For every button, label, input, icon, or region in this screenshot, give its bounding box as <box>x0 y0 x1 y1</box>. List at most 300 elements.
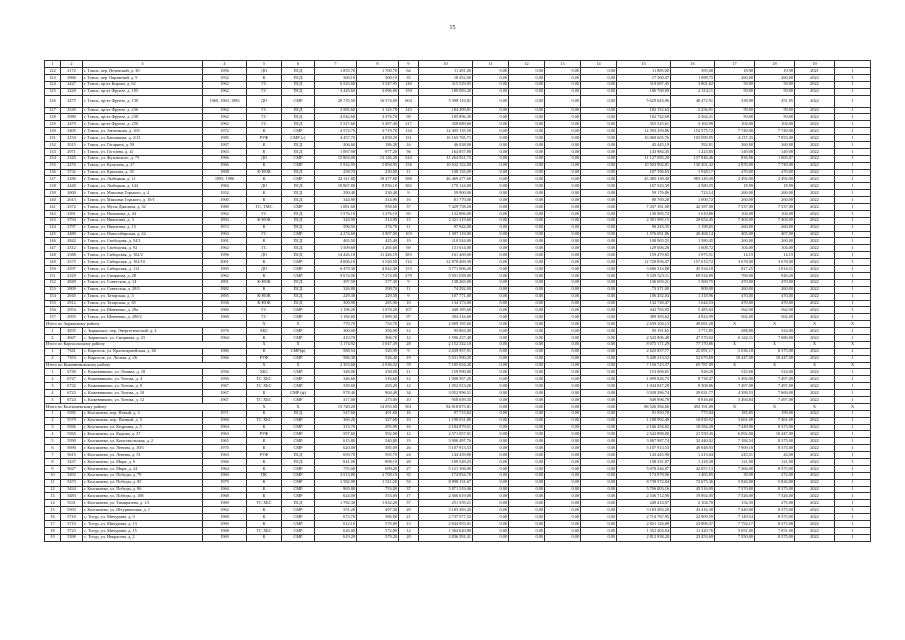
table-cell: 0,00 <box>509 224 545 231</box>
data-table-container <box>44 60 870 542</box>
column-header: 17 <box>715 61 755 68</box>
table-row <box>45 458 871 465</box>
table-cell: 1 008 567,20 <box>419 376 473 383</box>
table-cell: 103 <box>399 231 419 238</box>
table-cell: 560,10 <box>315 74 357 81</box>
table-cell: 153 <box>45 286 61 293</box>
table-cell: 0,00 <box>545 135 581 142</box>
table-cell: 125 <box>45 88 61 95</box>
table-row <box>45 148 871 155</box>
table-cell: 0,00 <box>545 465 581 472</box>
table-cell: СМР <box>282 334 315 341</box>
table-cell: 958 659,35 <box>419 396 473 403</box>
table-cell: Х <box>795 341 835 348</box>
table-cell: 2022 <box>795 410 835 417</box>
table-cell: 2 <box>45 417 61 424</box>
table-cell: 0,00 <box>509 445 545 452</box>
table-cell: 24 <box>399 321 419 328</box>
table-cell: СМР <box>282 162 315 169</box>
table-cell: 592,81 <box>671 142 715 149</box>
table-cell: 0,00 <box>509 479 545 486</box>
table-cell: 16 165 765,71 <box>419 135 473 142</box>
table-cell: 0,00 <box>473 121 509 128</box>
table-cell: 8 375,00 <box>755 445 795 452</box>
table-cell: 3 907,00 <box>357 231 399 238</box>
table-row <box>45 479 871 486</box>
table-cell: ПСД <box>282 300 315 307</box>
table-cell: 1952 <box>203 190 247 197</box>
table-cell: 2022 <box>795 417 835 424</box>
table-cell: 28 <box>399 458 419 465</box>
table-cell: СМР <box>282 431 315 438</box>
table-cell: 290,40 <box>315 190 357 197</box>
table-cell: 285,90 <box>357 300 399 307</box>
table-cell: 4835 <box>61 328 83 335</box>
table-cell: 0,00 <box>581 162 617 169</box>
table-row <box>45 169 871 176</box>
table-cell: 315 529,05 <box>419 81 473 88</box>
table-cell: 5566 <box>61 424 83 431</box>
table-cell: ДО <box>247 183 282 190</box>
table-cell: 15 <box>399 217 419 224</box>
column-header: 16 <box>671 61 715 68</box>
table-cell: 0,00 <box>545 169 581 176</box>
table-cell: 0,00 <box>581 68 617 75</box>
table-cell: 1 <box>835 458 871 465</box>
table-cell: 8 375,00 <box>755 438 795 445</box>
table-cell: 0,00 <box>473 438 509 445</box>
table-cell: ПСД <box>282 88 315 95</box>
table-cell: 1 <box>835 410 871 417</box>
table-cell: 3 771 006,20 <box>419 266 473 273</box>
table-cell: 588,54 <box>315 348 357 355</box>
table-cell: 57 <box>399 500 419 507</box>
table-cell: 12 <box>45 486 61 493</box>
subtotal-row <box>45 362 871 369</box>
table-cell: г. Томск, ул. Смирнова, д. 28 <box>83 272 203 279</box>
table-cell: 358 689,60 <box>419 121 473 128</box>
table-cell: 15 <box>45 507 61 514</box>
table-cell: 1 352 403,04 <box>617 527 671 534</box>
table-cell: 5 826,00 <box>715 479 755 486</box>
table-cell: 149,00 <box>755 148 795 155</box>
table-cell: 65 <box>399 210 419 217</box>
table-cell: 2420 <box>61 88 83 95</box>
table-cell: 8 738,47 <box>671 376 715 383</box>
table-cell: 174 954,70 <box>419 472 473 479</box>
table-cell: 2022 <box>795 369 835 376</box>
table-cell: 0,00 <box>473 514 509 521</box>
table-cell: 4 574,70 <box>315 128 357 135</box>
table-cell: 3732 <box>61 169 83 176</box>
table-cell: 1 065,07 <box>755 155 795 162</box>
table-cell: ПСД <box>282 217 315 224</box>
table-cell: 104,00 <box>715 245 755 252</box>
table-cell: 0,00 <box>581 190 617 197</box>
table-cell: 5 492,00 <box>715 376 755 383</box>
table-cell: 1 580,45 <box>671 238 715 245</box>
table-cell: 105 099,95 <box>671 135 715 142</box>
table-cell: 0,00 <box>581 507 617 514</box>
table-cell: г. Томск, ул. Максима Горького, д. 4 <box>83 190 203 197</box>
table-cell: 0,00 <box>581 169 617 176</box>
table-cell: 258,70 <box>315 169 357 176</box>
table-cell: 0,00 <box>581 279 617 286</box>
column-header: 19 <box>795 61 835 68</box>
table-cell: 0,00 <box>509 148 545 155</box>
table-cell: РУФ <box>247 452 282 459</box>
table-row <box>45 507 871 514</box>
table-cell: г. Колпашево, ул. Кирова, д. 37 <box>83 431 203 438</box>
table-cell: 97 715,62 <box>419 410 473 417</box>
table-cell: ХБС <box>247 328 282 335</box>
table-cell: 0,00 <box>581 210 617 217</box>
table-cell: ДО <box>247 95 282 107</box>
table-cell: 0,00 <box>509 155 545 162</box>
table-cell: 1 <box>835 383 871 390</box>
table-cell: 0,00 <box>581 293 617 300</box>
table-cell: 0,00 <box>545 369 581 376</box>
table-cell: 0,00 <box>473 334 509 341</box>
table-cell: 139 <box>45 190 61 197</box>
table-cell: 159 <box>399 88 419 95</box>
table-cell: 524,00 <box>755 369 795 376</box>
table-cell: с. Зырянское, пер. Энергетический, д. 4 <box>83 328 203 335</box>
table-cell: 0,00 <box>509 438 545 445</box>
table-cell: Х <box>715 341 755 348</box>
table-cell: 1 223,85 <box>671 148 715 155</box>
table-cell: 0,00 <box>509 162 545 169</box>
column-header: 11 <box>473 61 509 68</box>
table-cell: 18 452,00 <box>419 74 473 81</box>
table-cell: 7353 <box>61 355 83 362</box>
table-cell: 0,00 <box>545 514 581 521</box>
table-cell: 841,00 <box>315 458 357 465</box>
table-cell: 90 <box>399 114 419 121</box>
table-cell: 12 <box>399 328 419 335</box>
table-cell: 0,00 <box>545 479 581 486</box>
table-cell: 1 <box>835 314 871 321</box>
table-cell: 18 <box>45 527 61 534</box>
table-cell: 620,00 <box>315 445 357 452</box>
table-cell: 16 060 665,76 <box>617 135 671 142</box>
table-cell: г. Колпашево, ул. Кедровая, д. 5 <box>83 424 203 431</box>
table-cell: 4 058,20 <box>357 135 399 142</box>
table-cell: 5 531 990,20 <box>419 355 473 362</box>
table-cell: 16 <box>399 424 419 431</box>
table-cell: 0,00 <box>545 217 581 224</box>
table-cell: 12 <box>399 383 419 390</box>
table-cell: 8 375,00 <box>755 486 795 493</box>
table-cell: 3405 <box>61 128 83 135</box>
table-cell: 470,00 <box>715 293 755 300</box>
table-cell: 0,00 <box>473 293 509 300</box>
table-cell: 1964 <box>203 334 247 341</box>
table-cell: 1962 <box>203 107 247 114</box>
table-cell: 2022 <box>795 527 835 534</box>
table-cell: 2 737 577,52 <box>419 514 473 521</box>
table-cell: 0,00 <box>509 486 545 493</box>
table-cell: 59,00 <box>715 107 755 114</box>
table-cell: с. Тогур, ул. Мичурина, д. 9 <box>83 514 203 521</box>
table-cell: 4 399,53 <box>715 390 755 397</box>
table-cell: 949 896,78 <box>617 396 671 403</box>
table-cell: 275,00 <box>357 396 399 403</box>
table-cell: 0,00 <box>581 321 617 328</box>
table-cell: 624,00 <box>315 493 357 500</box>
table-cell: 1969 <box>203 500 247 507</box>
table-cell: 65 787,09 <box>671 362 715 369</box>
table-cell: 1 <box>835 534 871 541</box>
table-cell: 1 <box>835 286 871 293</box>
table-cell: 121,00 <box>755 458 795 465</box>
table-cell: 12 393 259,86 <box>617 128 671 135</box>
table-cell: 383 <box>399 252 419 259</box>
table-cell: 470,00 <box>755 279 795 286</box>
table-cell: 0,00 <box>581 417 617 424</box>
table-cell: 7 537,00 <box>715 204 755 211</box>
table-row <box>45 286 871 293</box>
table-cell: 1963 <box>203 431 247 438</box>
table-cell: 1 099 826,75 <box>617 376 671 383</box>
table-row <box>45 396 871 403</box>
table-cell: 2 <box>45 355 61 362</box>
column-header: 13 <box>545 61 581 68</box>
table-cell: 130 985,72 <box>617 210 671 217</box>
table-cell: 2022 <box>795 231 835 238</box>
table-cell: 7 537,00 <box>755 204 795 211</box>
table-cell: 0,00 <box>509 252 545 259</box>
table-cell: 1968 <box>203 417 247 424</box>
table-cell: 0,00 <box>473 390 509 397</box>
table-cell: с. Тогур, ул. Мичурина, д. 13 <box>83 521 203 528</box>
table-cell: 0,00 <box>509 300 545 307</box>
table-cell: 59,00 <box>715 81 755 88</box>
table-cell: 0,00 <box>581 252 617 259</box>
table-cell: Х <box>282 341 315 348</box>
table-cell: 2022 <box>795 521 835 528</box>
table-cell: СМР <box>282 314 315 321</box>
table-cell: 17 560,47 <box>617 74 671 81</box>
table-cell: 1996 <box>203 252 247 259</box>
table-cell: с. Тогур, ул. Некрасова, д. 2 <box>83 534 203 541</box>
table-cell: 2 321 319,60 <box>419 217 473 224</box>
table-cell: 0,00 <box>473 231 509 238</box>
table-cell: 5590 <box>61 438 83 445</box>
table-cell: 0,00 <box>509 307 545 314</box>
table-cell: 1 <box>835 107 871 114</box>
table-cell: 0,00 <box>545 252 581 259</box>
table-cell: г. Томск, ул. Лыбецкая, д. 11 <box>83 176 203 183</box>
table-cell: 18,99 <box>715 183 755 190</box>
table-cell: 13 146,20 <box>357 155 399 162</box>
table-cell: ПСД <box>282 142 315 149</box>
table-cell: 206,60 <box>315 142 357 149</box>
table-cell: 0,00 <box>581 217 617 224</box>
table-cell: 137 <box>45 176 61 183</box>
table-cell: 5503 <box>61 507 83 514</box>
table-cell: 1970 <box>203 445 247 452</box>
table-cell: 0,00 <box>581 472 617 479</box>
table-cell: 2001 <box>203 259 247 266</box>
table-cell: 0,00 <box>545 197 581 204</box>
table-cell: 6724 <box>61 396 83 403</box>
table-cell: 0,00 <box>473 74 509 81</box>
table-cell: 154 <box>45 293 61 300</box>
table-cell: 3 678,00 <box>755 259 795 266</box>
table-cell: 1 <box>835 376 871 383</box>
table-cell: 1 067,90 <box>315 148 357 155</box>
table-cell: 11 264 921,75 <box>419 155 473 162</box>
table-cell: 586,38 <box>315 355 357 362</box>
table-cell: 1 <box>835 190 871 197</box>
table-cell: 0,00 <box>509 142 545 149</box>
table-cell: 314,90 <box>357 217 399 224</box>
table-cell: 10 039,92 <box>671 417 715 424</box>
table-cell: 153 069,81 <box>617 369 671 376</box>
table-cell: 405,00 <box>715 231 755 238</box>
table-cell: 157 <box>45 314 61 321</box>
table-row <box>45 210 871 217</box>
table-cell: 23 806,37 <box>671 521 715 528</box>
table-cell: 470,00 <box>755 169 795 176</box>
table-cell: К <box>247 176 282 183</box>
table-cell: 107 771,00 <box>419 293 473 300</box>
table-cell: 0,00 <box>581 376 617 383</box>
table-cell: г. Колпашево, пер. Новый, д. 3 <box>83 410 203 417</box>
table-cell: 827,25 <box>715 266 755 273</box>
table-cell: 73 675,36 <box>671 479 715 486</box>
table-cell: 0,00 <box>509 121 545 128</box>
table-cell: 2022 <box>795 121 835 128</box>
table-cell: 0,00 <box>509 245 545 252</box>
table-cell: 0,00 <box>545 403 581 410</box>
table-cell: 1 <box>835 369 871 376</box>
table-cell: 140 <box>399 81 419 88</box>
table-cell: 1 <box>835 224 871 231</box>
table-cell: 5483 <box>61 493 83 500</box>
table-cell: 0,00 <box>509 390 545 397</box>
table-cell: 547,60 <box>315 410 357 417</box>
table-cell: 2 184 879,51 <box>419 424 473 431</box>
table-cell: ДО <box>247 155 282 162</box>
table-cell: 8 956,10 <box>357 183 399 190</box>
page-number: 15 <box>449 25 456 31</box>
table-cell: 2597 <box>61 266 83 273</box>
table-cell: СМР <box>282 493 315 500</box>
table-cell: 260,00 <box>715 142 755 149</box>
table-cell: с. Кожевниково, ул. Титова, д. 12 <box>83 396 203 403</box>
table-row <box>45 231 871 238</box>
table-cell: 14 426,18 <box>315 252 357 259</box>
table-cell: 0,00 <box>509 286 545 293</box>
table-cell: 2 812 938,20 <box>617 534 671 541</box>
table-cell: СМР <box>282 396 315 403</box>
table-cell: 2022 <box>795 135 835 142</box>
table-cell: 0,00 <box>473 210 509 217</box>
table-cell: 6732 <box>61 383 83 390</box>
table-cell: 596,50 <box>315 224 357 231</box>
table-cell: 0,00 <box>545 162 581 169</box>
table-cell: 108 135,00 <box>419 169 473 176</box>
table-cell: 11 <box>399 286 419 293</box>
table-cell: 5615 <box>61 452 83 459</box>
table-cell: г. Томск, ул. Советская, д. 14 <box>83 279 203 286</box>
table-cell: 0,00 <box>509 527 545 534</box>
table-cell: 20 654,45 <box>671 217 715 224</box>
table-cell: ПСД <box>282 121 315 128</box>
table-cell: 108 331,07 <box>617 458 671 465</box>
table-cell: 1 <box>835 135 871 142</box>
table-cell: 5 529 523,11 <box>617 272 671 279</box>
table-cell: 7 051,00 <box>755 527 795 534</box>
table-cell: с. Тогур, ул. Мичурина, д. 15 <box>83 527 203 534</box>
table-cell: К <box>247 507 282 514</box>
table-cell: 410,70 <box>315 334 357 341</box>
table-cell: ТС ХБС <box>247 500 282 507</box>
table-cell: г. Томск, пр-кт Кирова, д. 62 <box>83 81 203 88</box>
table-cell: К <box>247 534 282 541</box>
table-cell: 0,00 <box>473 341 509 348</box>
table-cell: 1964 <box>203 465 247 472</box>
table-cell: 2479 <box>61 121 83 128</box>
table-cell: 1 198,20 <box>315 307 357 314</box>
table-row <box>45 121 871 128</box>
table-cell: 2022 <box>795 107 835 114</box>
table-cell: 0,00 <box>473 272 509 279</box>
table-cell: 159 479,65 <box>617 252 671 259</box>
table-cell: ПСД <box>282 183 315 190</box>
table-cell: СМР <box>282 514 315 521</box>
table-cell: 12 405 135,50 <box>419 128 473 135</box>
table-cell: 0,00 <box>473 321 509 328</box>
table-cell: 0,00 <box>473 128 509 135</box>
table-cell: СМР <box>282 479 315 486</box>
table-cell: 2022 <box>795 307 835 314</box>
table-cell: 0,00 <box>545 279 581 286</box>
table-cell: К <box>247 162 282 169</box>
table-cell: 5 661,00 <box>715 417 755 424</box>
table-cell: 0,00 <box>509 210 545 217</box>
table-cell: 1 465,85 <box>671 472 715 479</box>
table-cell: 0,00 <box>509 128 545 135</box>
table-cell: 1960 <box>203 472 247 479</box>
table-cell: г. Томск, ул. Крылова, д. 35 <box>83 169 203 176</box>
table-cell: 7 497,00 <box>755 396 795 403</box>
table-cell: 0,00 <box>581 259 617 266</box>
table-cell: 1962 <box>203 245 247 252</box>
table-cell: 0,00 <box>581 334 617 341</box>
table-row <box>45 107 871 114</box>
table-cell: 7341 <box>61 348 83 355</box>
table-cell: 1960, 1963, 1983 <box>203 95 247 107</box>
table-cell: 3 183 383,20 <box>617 507 671 514</box>
column-header: 14 <box>581 61 617 68</box>
table-cell: 0,00 <box>473 369 509 376</box>
table-cell: К <box>247 334 282 341</box>
table-cell: СМР <box>282 95 315 107</box>
table-cell: К-НОК <box>247 279 282 286</box>
table-cell: 1966 <box>203 355 247 362</box>
table-cell: 2022 <box>795 472 835 479</box>
table-cell: 366,70 <box>357 334 399 341</box>
table-cell: 2154 <box>61 135 83 142</box>
table-cell: 926,29 <box>671 369 715 376</box>
table-cell: 0,00 <box>509 238 545 245</box>
table-cell: 5 036,18 <box>715 348 755 355</box>
table-cell: СМР <box>282 486 315 493</box>
table-body <box>45 61 871 542</box>
